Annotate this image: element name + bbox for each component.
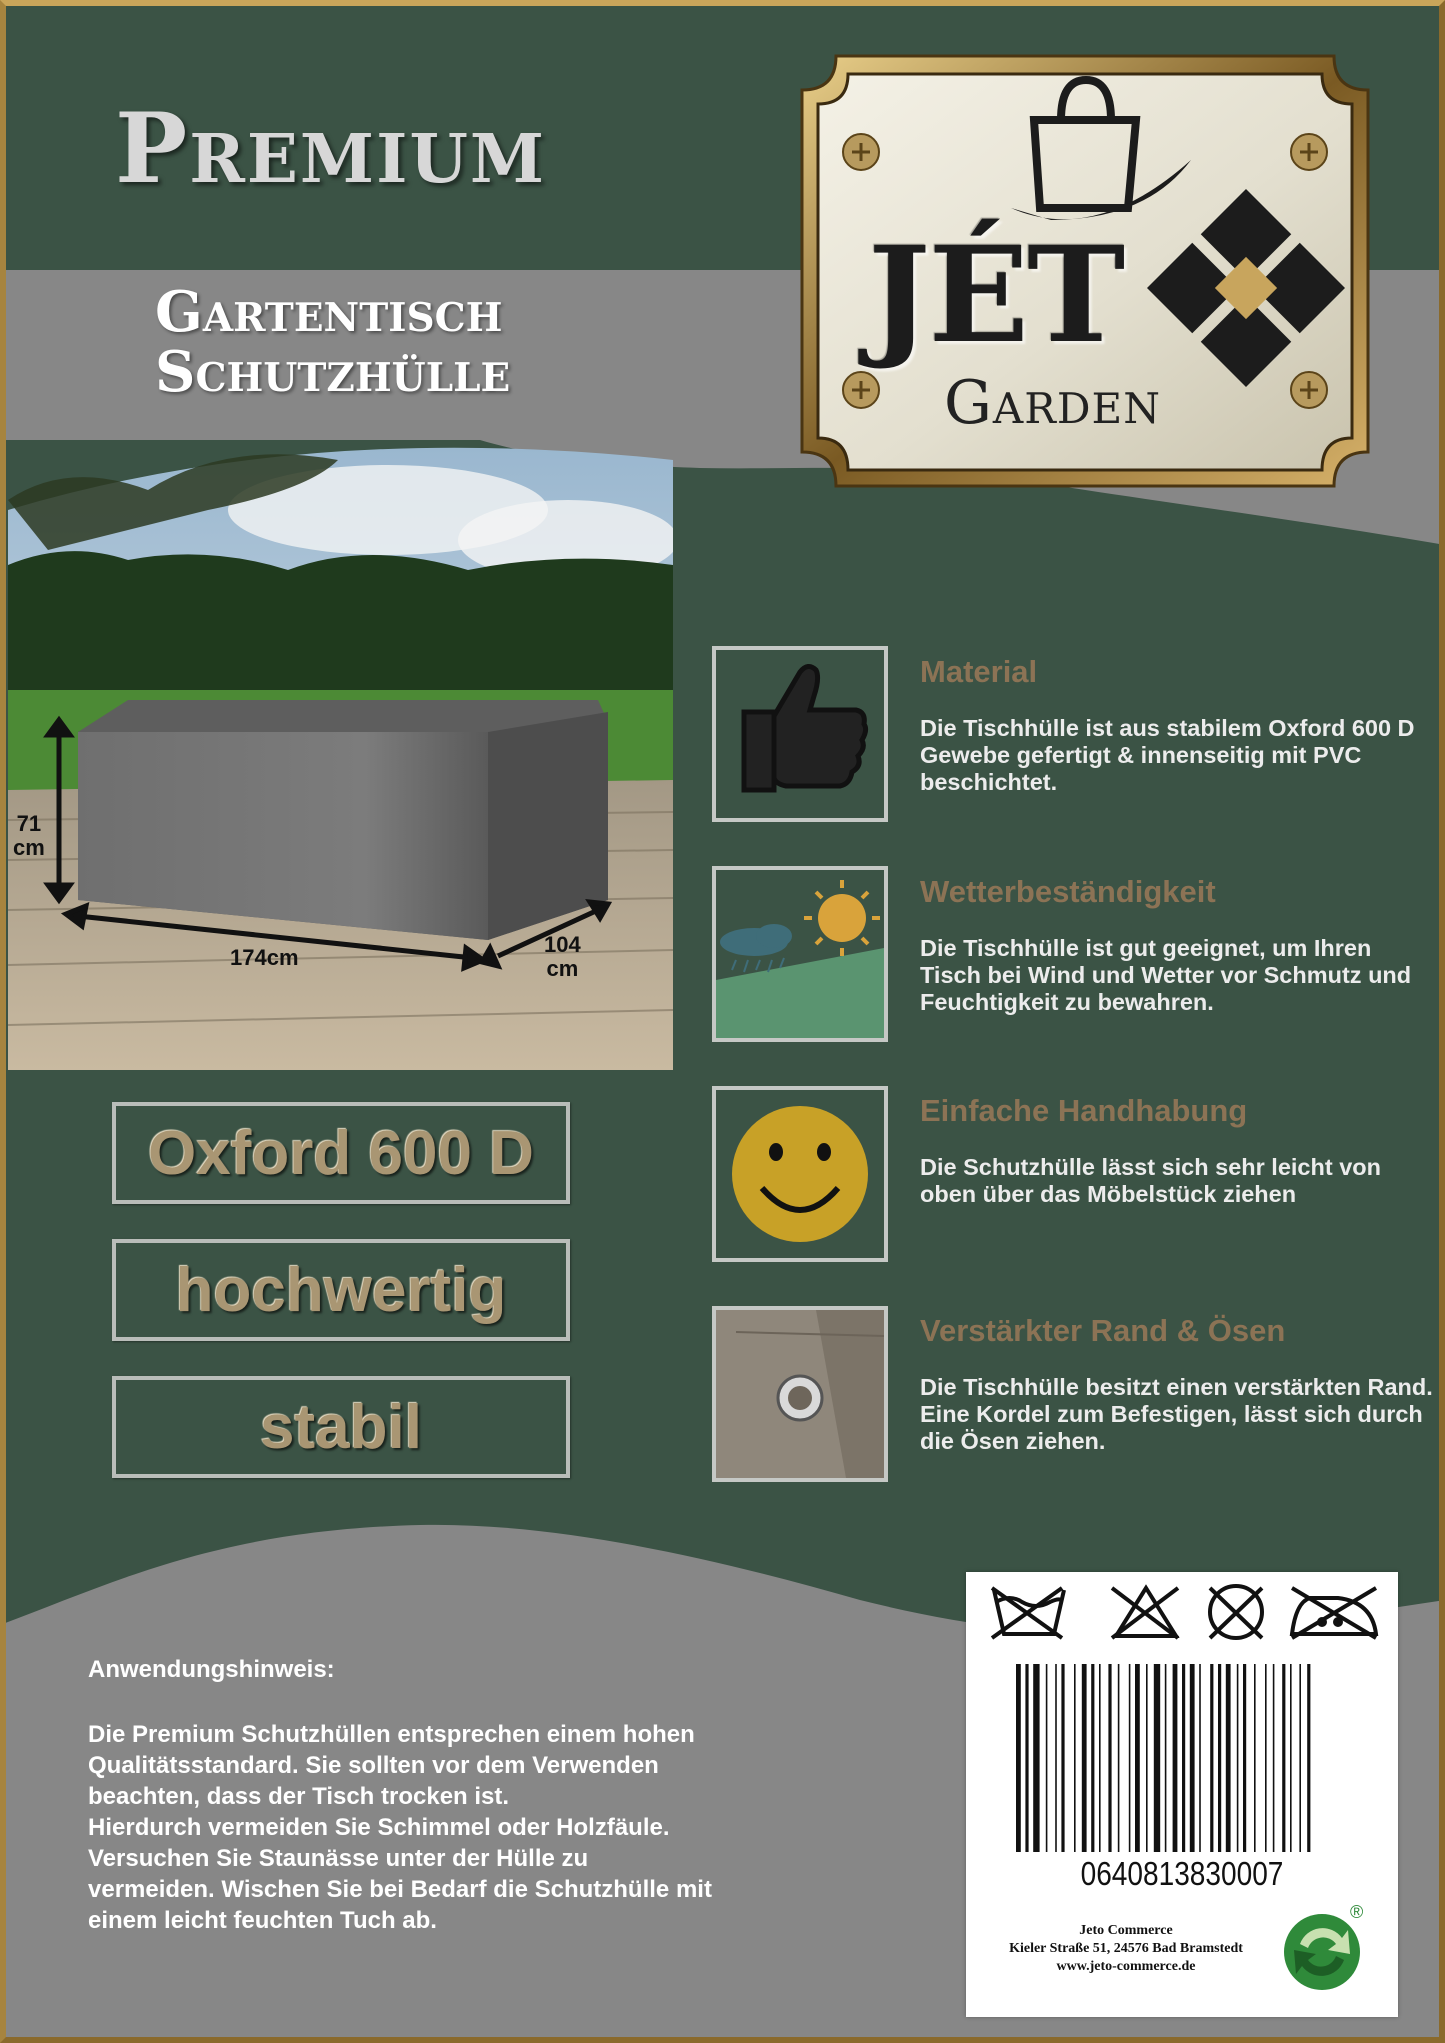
- feature-text-handling: Die Schutzhülle lässt sich sehr leicht von oben über das Möbelstück ziehen: [920, 1154, 1381, 1207]
- feature-title-material: Material: [920, 654, 1038, 689]
- company-website: www.jeto-commerce.de: [1056, 1959, 1196, 1974]
- company-name: Jeto Commerce: [1079, 1923, 1173, 1938]
- product-label: [966, 1572, 1398, 2017]
- length-label: 174cm: [230, 945, 299, 970]
- thumbs-up-icon: [712, 646, 888, 822]
- feature-text-material: Die Tischhülle ist aus stabilem Oxford 600 D Gewebe gefertigt & innenseitig mit PVC beschichtet.: [920, 715, 1415, 795]
- company-address: Kieler Straße 51, 24576 Bad Bramstedt: [1009, 1941, 1243, 1956]
- feature-text-edge: Die Tischhülle besitzt einen verstärkten Rand. Eine Kordel zum Befestigen, lässt sich durch die Ösen ziehen.: [920, 1374, 1433, 1454]
- company-info: [976, 1922, 1276, 1976]
- eyelet-icon: [712, 1306, 888, 1482]
- feature-title-weather: Wetterbeständigkeit: [920, 874, 1216, 909]
- usage-hint-body: Die Premium Schutzhüllen entsprechen einem hohen Qualitätsstandard. Sie sollten vor dem Verwenden beachten, dass der Tisch trocken ist. Hierdurch vermeiden Sie Schimmel oder Holzfäule. Versuchen Sie Staunässe unter der Hülle zu vermeiden. Wischen Sie bei Bedarf die Schutzhülle mit einem leicht feuchten Tuch ab.: [88, 1721, 712, 1934]
- no-dry-clean-icon: [1210, 1586, 1262, 1638]
- feature-title-edge: Verstärkter Rand & Ösen: [920, 1313, 1286, 1348]
- registered-mark: ®: [1350, 1902, 1364, 1922]
- brand-logo: [796, 50, 1374, 492]
- feature-title-handling: Einfache Handhabung: [920, 1093, 1248, 1128]
- subtitle-line-1: Gartentisch: [155, 279, 503, 345]
- logo-sub-text: Garden: [944, 368, 1161, 438]
- smiley-icon: [712, 1086, 888, 1262]
- barcode-number: 0640813830007: [1080, 1855, 1284, 1892]
- no-iron-icon: [1292, 1588, 1376, 1638]
- product-subtitle: [155, 279, 511, 405]
- green-dot-icon: [1284, 1914, 1360, 1990]
- barcode: [1016, 1664, 1310, 1852]
- usage-hint-title: Anwendungshinweis:: [88, 1656, 335, 1683]
- weather-icon: [712, 866, 888, 1042]
- depth-label: 104 cm: [544, 932, 581, 981]
- badge-quality: hochwertig: [112, 1239, 570, 1341]
- product-photo: [8, 420, 673, 1070]
- feature-text-weather: Die Tischhülle ist gut geeignet, um Ihren Tisch bei Wind und Wetter vor Schmutz und Feuchtigkeit zu bewahren.: [920, 935, 1412, 1015]
- logo-brand-text: JÉT: [868, 218, 1124, 373]
- badge-material: Oxford 600 D: [112, 1102, 570, 1204]
- height-label: 71 cm: [13, 811, 45, 860]
- badge-stability: stabil: [112, 1376, 570, 1478]
- subtitle-line-2: Schutzhülle: [155, 339, 511, 405]
- no-wash-icon: [992, 1588, 1064, 1638]
- no-bleach-icon: [1112, 1588, 1178, 1638]
- page-title: Premium: [115, 92, 547, 205]
